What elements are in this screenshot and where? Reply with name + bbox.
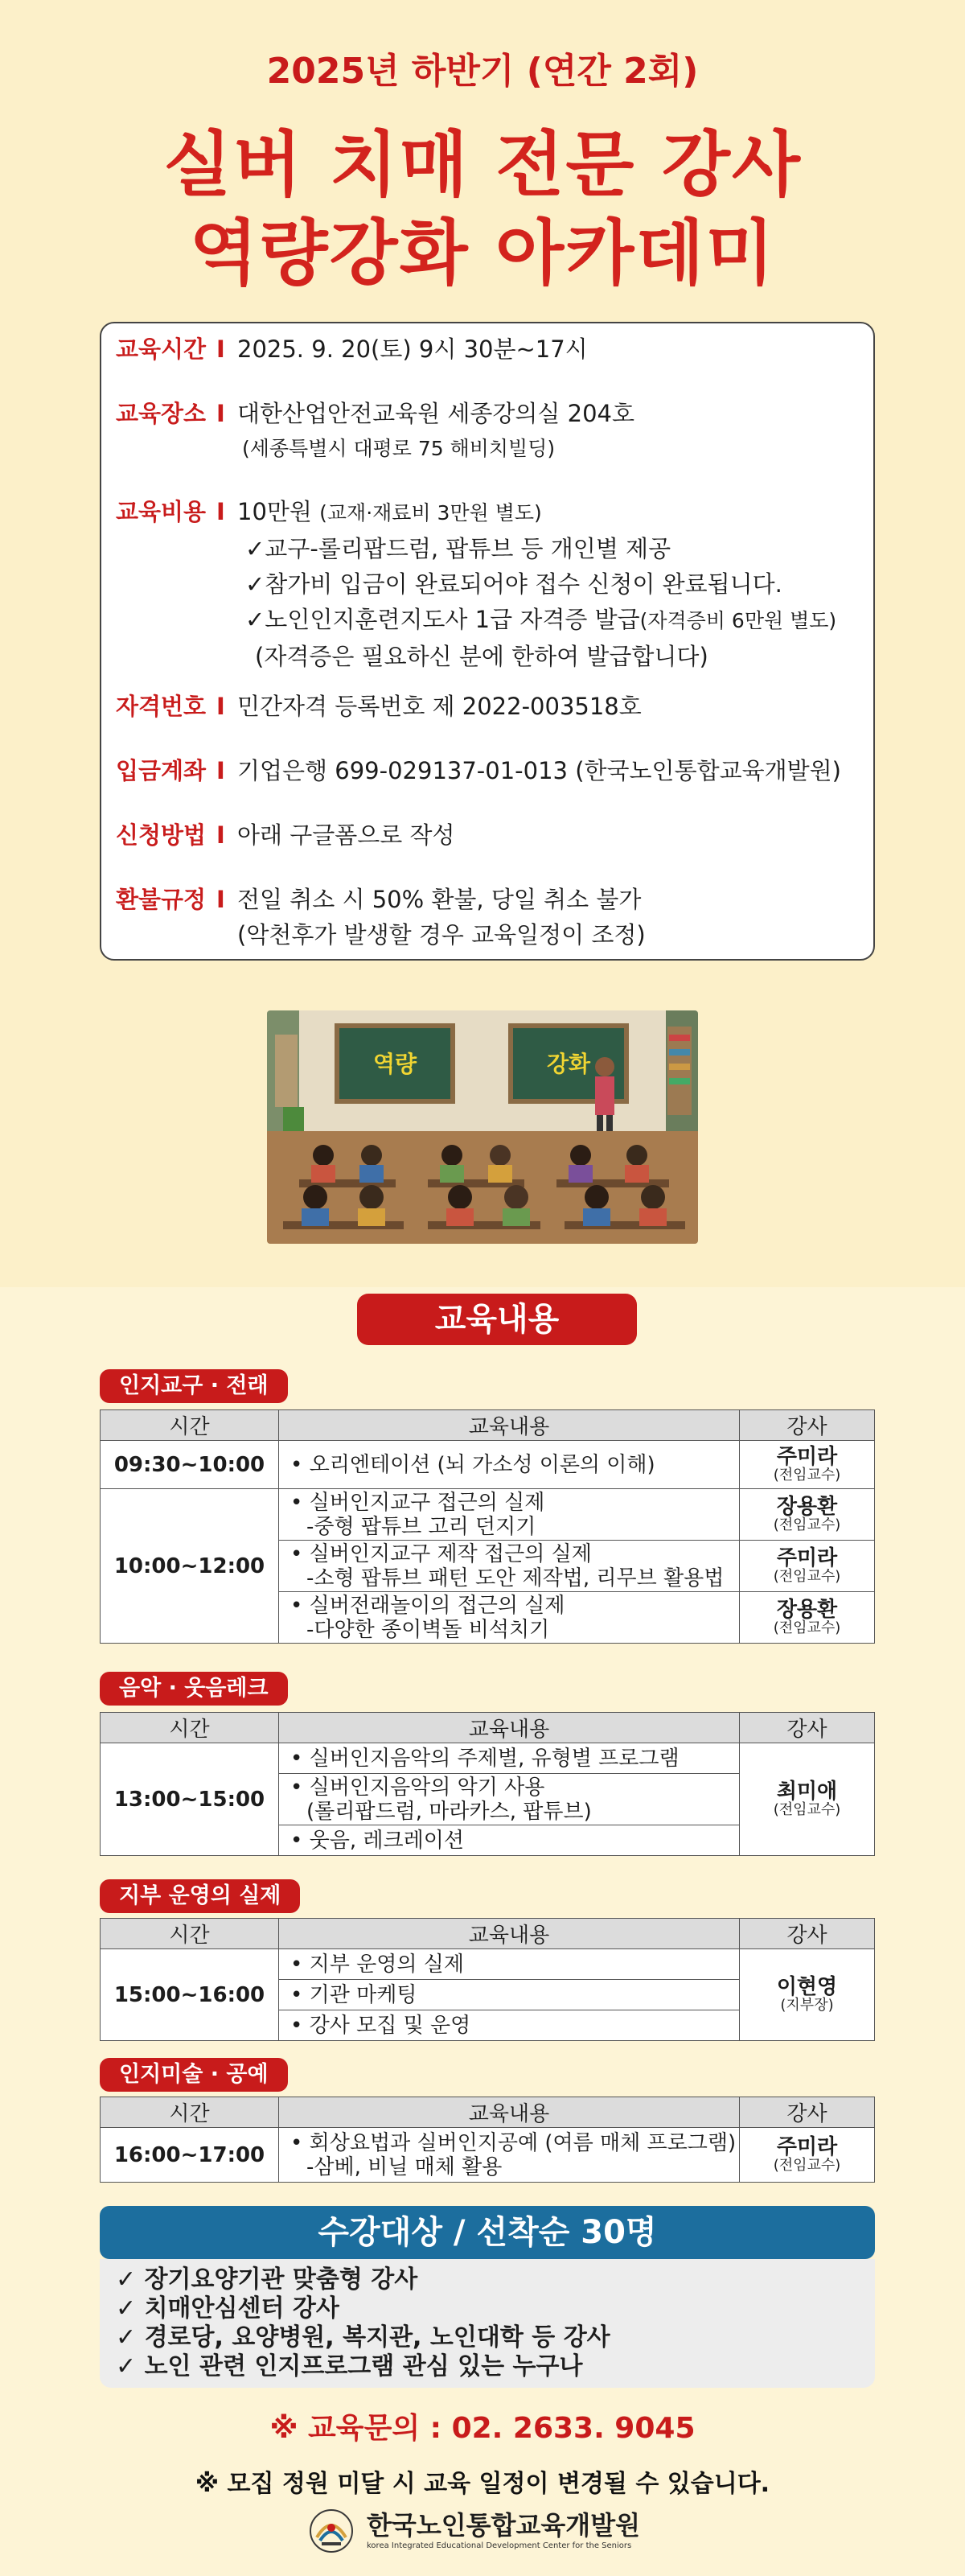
org-logo [309, 2508, 640, 2553]
content-subline: -다양한 종이벽돌 비석치기 [306, 1617, 550, 1642]
table-header-row [101, 1919, 875, 1949]
session-time: 15:00~16:00 [101, 1949, 279, 2041]
info-value: 대한산업안전교육원 세종강의실 204호 [237, 400, 634, 427]
instructor-name: 주미라 [776, 1545, 838, 1570]
col-header-time: 시간 [101, 2097, 279, 2128]
session-content [279, 1541, 740, 1592]
col-header-content: 교육내용 [279, 1713, 740, 1743]
info-label: 입금계좌 [116, 757, 207, 784]
content-subline: -삼베, 비닐 매체 활용 [306, 2154, 503, 2179]
info-label: 교육비용 [116, 498, 207, 525]
info-label: 교육시간 [116, 335, 207, 363]
target-item: ✓ 경로당, 요양병원, 복지관, 노인대학 등 강사 [116, 2323, 610, 2352]
instructor-cell [740, 2128, 875, 2183]
board-left-text: 역량 [372, 1051, 417, 1077]
content-line: • 회상요법과 실버인지공예 (여름 매체 프로그램) [290, 2130, 737, 2155]
title-line-1: 실버 치매 전문 강사 [163, 123, 802, 206]
instructor-cell [740, 1949, 875, 2041]
target-list [100, 2259, 875, 2388]
info-value: 기업은행 699-029137-01-013 (한국노인통합교육개발원) [237, 757, 841, 784]
instructor-role: (전임교수) [773, 1567, 841, 1585]
curriculum-heading: 교육내용 [357, 1294, 637, 1345]
info-row-place [116, 396, 634, 467]
cost-item-main: ✓노인인지훈련지도사 1급 자격증 발급 [245, 606, 640, 633]
instructor-role: (전임교수) [773, 1619, 841, 1636]
instructor-role: (전임교수) [773, 1466, 841, 1483]
session-time: 13:00~15:00 [101, 1743, 279, 1856]
session-time: 09:30~10:00 [101, 1441, 279, 1489]
info-row-cost [116, 494, 836, 674]
info-note: (교재·재료비 3만원 별도) [319, 501, 542, 525]
session-content [279, 1774, 740, 1825]
info-value: 아래 구글폼으로 작성 [237, 821, 455, 849]
info-value: 2025. 9. 20(토) 9시 30분~17시 [237, 335, 588, 363]
instructor-name: 장용환 [776, 1494, 838, 1519]
info-subvalue: (자격증은 필요하신 분에 한하여 발급합니다) [255, 643, 708, 670]
content-subline: -소형 팝튜브 패턴 도안 제작법, 리무브 활용법 [306, 1566, 725, 1590]
info-bar: I [216, 400, 225, 427]
content-subline: -중형 팝튜브 고리 던지기 [306, 1514, 536, 1539]
content-line: • 실버인지교구 제작 접근의 실제 [290, 1541, 592, 1566]
info-row-account [116, 753, 841, 788]
content-line: • 웃음, 레크레이션 [290, 1828, 464, 1853]
org-name: 한국노인통합교육개발원 [367, 2510, 641, 2541]
info-value: 민간자격 등록번호 제 2022-003518호 [237, 693, 642, 720]
cost-item: ✓교구-롤리팝드럼, 팝튜브 등 개인별 제공 [245, 535, 671, 562]
content-line: • 실버인지음악의 악기 사용 [290, 1775, 545, 1800]
info-row-time [116, 331, 588, 367]
instructor-name: 이현영 [776, 1974, 838, 1999]
col-header-time: 시간 [101, 1410, 279, 1441]
session-content [279, 1949, 740, 1980]
info-row-license [116, 689, 642, 724]
instructor-cell [740, 1743, 875, 1856]
info-subvalue: (세종특별시 대평로 75 해비치빌딩) [242, 437, 556, 460]
schedule-table-cognitive-tools [100, 1409, 875, 1644]
table-header-row [101, 2097, 875, 2128]
content-line: • 강사 모집 및 운영 [290, 2013, 471, 2038]
info-bar: I [216, 886, 225, 913]
instructor-name: 주미라 [776, 1444, 838, 1469]
col-header-content: 교육내용 [279, 1919, 740, 1949]
info-subvalue: (악천후가 발생할 경우 교육일정이 조정) [237, 921, 646, 949]
table-row [101, 1441, 875, 1489]
instructor-cell [740, 1489, 875, 1541]
schedule-table-art [100, 2097, 875, 2183]
info-bar: I [216, 335, 225, 363]
info-row-refund [116, 882, 646, 953]
classroom-image [267, 1010, 698, 1244]
instructor-role: (전임교수) [773, 2156, 841, 2174]
content-line: • 실버인지교구 접근의 실제 [290, 1490, 545, 1515]
table-row [101, 1489, 875, 1541]
instructor-name: 장용환 [776, 1597, 838, 1622]
schedule-table-branch [100, 1918, 875, 2041]
table-row [101, 2128, 875, 2183]
cost-item-note: (자격증비 6만원 별도) [639, 609, 837, 632]
session-content [279, 1825, 740, 1856]
session-content [279, 2010, 740, 2041]
section-tag-art: 인지미술 · 공예 [100, 2058, 288, 2092]
session-content [279, 1441, 740, 1489]
info-value: 전일 취소 시 50% 환불, 당일 취소 불가 [237, 886, 642, 913]
col-header-content: 교육내용 [279, 2097, 740, 2128]
instructor-role: (전임교수) [773, 1800, 841, 1818]
section-tag-cognitive-tools: 인지교구 · 전래 [100, 1369, 288, 1403]
schedule-notice: ※ 모집 정원 미달 시 교육 일정이 변경될 수 있습니다. [195, 2470, 770, 2498]
board-right-text: 강화 [546, 1051, 591, 1077]
instructor-role: (지부장) [780, 1996, 834, 2014]
contact-phone: ※ 교육문의 : 02. 2633. 9045 [269, 2412, 696, 2445]
target-item: ✓ 장기요양기관 맞춤형 강사 [116, 2265, 418, 2294]
session-content [279, 1489, 740, 1541]
cost-item: ✓참가비 입금이 완료되어야 접수 신청이 완료됩니다. [245, 570, 782, 598]
session-content [279, 1592, 740, 1644]
target-item: ✓ 노인 관련 인지프로그램 관심 있는 누구나 [116, 2352, 583, 2381]
org-text [367, 2510, 640, 2552]
info-row-apply [116, 817, 455, 853]
session-content [279, 2128, 740, 2183]
content-line: • 지부 운영의 실제 [290, 1952, 464, 1977]
col-header-instructor: 강사 [740, 1410, 875, 1441]
session-content [279, 1980, 740, 2010]
instructor-name: 주미라 [776, 2134, 838, 2159]
info-label: 신청방법 [116, 821, 207, 849]
instructor-name: 최미애 [776, 1779, 838, 1804]
col-header-instructor: 강사 [740, 1713, 875, 1743]
col-header-instructor: 강사 [740, 1919, 875, 1949]
content-line: • 실버전래놀이의 접근의 실제 [290, 1593, 565, 1618]
info-bar: I [216, 693, 225, 720]
info-bar: I [216, 821, 225, 849]
table-header-row [101, 1410, 875, 1441]
org-emblem-icon [309, 2508, 354, 2553]
content-line: • 실버인지음악의 주제별, 유형별 프로그램 [290, 1746, 680, 1771]
classroom-illustration [267, 1010, 698, 1244]
info-bar: I [216, 757, 225, 784]
session-time: 16:00~17:00 [101, 2128, 279, 2183]
content-subline: (롤리팝드럼, 마라카스, 팝튜브) [306, 1799, 592, 1824]
instructor-cell [740, 1541, 875, 1592]
info-label: 환불규정 [116, 886, 207, 913]
table-row [101, 1743, 875, 1774]
page-subtitle: 2025년 하반기 (연간 2회) [266, 51, 699, 92]
col-header-time: 시간 [101, 1713, 279, 1743]
table-row [101, 1949, 875, 1980]
schedule-table-music [100, 1712, 875, 1856]
info-label: 자격번호 [116, 693, 207, 720]
info-bar: I [216, 498, 225, 525]
section-tag-branch: 지부 운영의 실제 [100, 1879, 300, 1913]
col-header-time: 시간 [101, 1919, 279, 1949]
col-header-content: 교육내용 [279, 1410, 740, 1441]
target-heading: 수강대상 / 선착순 30명 [100, 2206, 875, 2259]
section-tag-music: 음악 · 웃음레크 [100, 1672, 288, 1706]
content-line: • 기관 마케팅 [290, 1982, 417, 2007]
title-line-2: 역량강화 아카데미 [189, 212, 776, 294]
cost-item [237, 602, 836, 639]
instructor-cell [740, 1441, 875, 1489]
content-line: • 오리엔테이션 (뇌 가소성 이론의 이해) [290, 1452, 655, 1477]
page-title [0, 121, 965, 298]
table-header-row [101, 1713, 875, 1743]
info-label: 교육장소 [116, 400, 207, 427]
session-content [279, 1743, 740, 1774]
instructor-role: (전임교수) [773, 1516, 841, 1533]
session-time: 10:00~12:00 [101, 1489, 279, 1644]
target-item: ✓ 치매안심센터 강사 [116, 2294, 339, 2323]
org-name-english: korea Integrated Educational Development Center for the Seniors [367, 2541, 632, 2550]
info-box [100, 322, 875, 961]
col-header-instructor: 강사 [740, 2097, 875, 2128]
info-value: 10만원 [237, 498, 312, 525]
instructor-cell [740, 1592, 875, 1644]
